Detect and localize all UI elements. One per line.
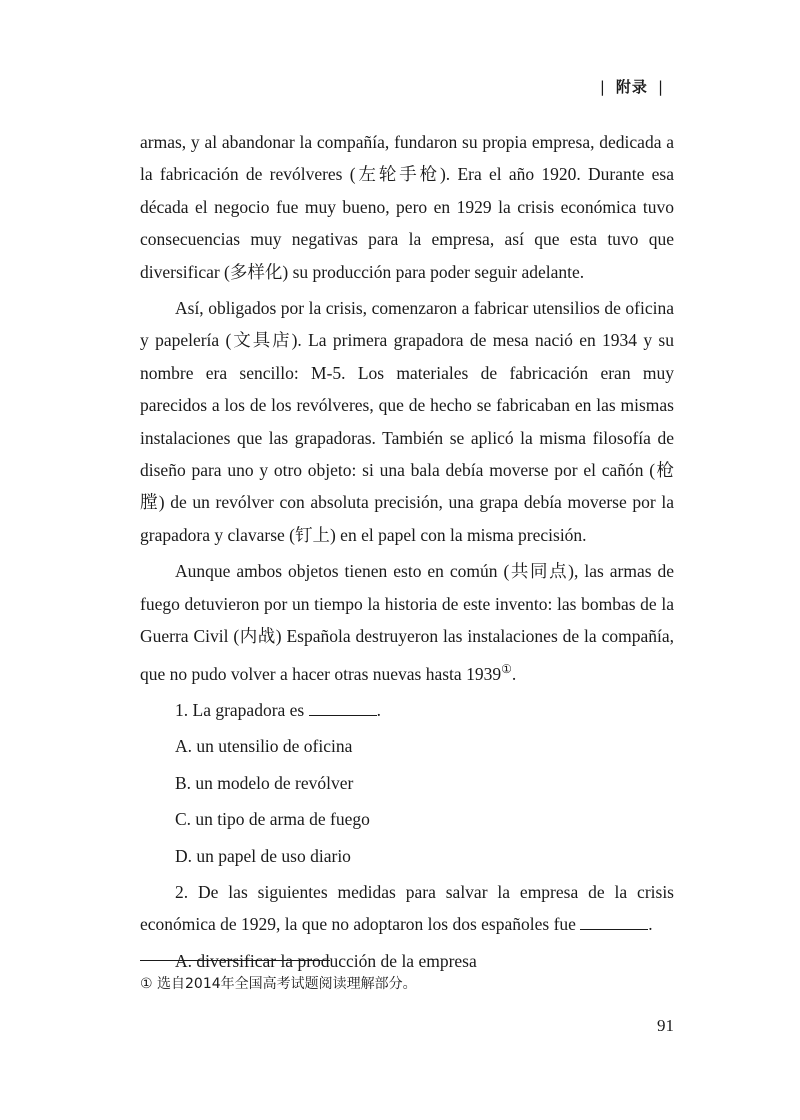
header-left-bar: | [599,78,606,96]
header-section-title: 附录 [615,78,648,96]
question-1-option-c: C. un tipo de arma de fuego [175,809,370,830]
question-1-text: 1. La grapadora es [175,699,305,720]
question-2-end: . [648,914,653,935]
paragraph-3 [140,555,674,690]
question-1 [140,694,674,726]
page-number: 91 [657,1016,674,1035]
question-1-option-a: A. un utensilio de oficina [175,736,353,757]
paragraph-3-end: . [511,663,517,684]
question-2-option-a: A. diversificar la producción de la empresa [175,950,477,971]
header-right-bar: | [657,78,664,96]
footnote-divider [140,960,330,961]
question-1-end: . [376,699,381,720]
question-2-text: 2. De las siguientes medidas para salvar la empresa de la crisis económica de 1929, la que no adoptaron los dos españoles fue [140,881,674,935]
answer-blank [309,703,377,716]
paragraph-3-text: Aunque ambos objetos tienen esto en común (共同点), las armas de fuego detuvieron por un tiempo la historia de este invento: las bombas de la Guerra Civil (内战) Española destruyeron las instalaciones de la compañía, que no pudo volver a hacer otras nuevas hasta 1939 [140,561,674,684]
question-1-option-b: B. un modelo de revólver [175,772,354,793]
main-text [140,126,674,981]
question-2 [140,876,674,941]
paragraph-2: Así, obligados por la crisis, comenzaron a fabricar utensilios de oficina y papelería (文具店). La primera grapadora de mesa nació en 1934 y su nombre era sencillo: M-5. Los materiales de fabricación eran muy parecidos a los de los revólveres, que de hecho se fabricaban en las mismas instalaciones que las grapadoras. También se aplicó la misma filosofía de diseño para uno y otro objeto: si una bala debía moverse por el cañón (枪膛) de un revólver con absoluta precisión, una grapa debía moverse por la grapadora y clavarse (钉上) en el papel con la misma precisión. [140,298,674,545]
running-header [590,76,674,97]
answer-blank [580,917,648,930]
footnote-marker: ① [501,661,512,676]
footnote: ① 选自2014年全国高考试题阅读理解部分。 [140,976,417,992]
paragraph-1: armas, y al abandonar la compañía, fundaron su propia empresa, dedicada a la fabricación de revólveres (左轮手枪). Era el año 1920. Durante esa década el negocio fue muy bueno, pero en 1929 la crisis económica tuvo consecuencias muy negativas para la empresa, así que esta tuvo que diversificar (多样化) su producción para poder seguir adelante. [140,132,674,282]
question-1-option-d: D. un papel de uso diario [175,845,351,866]
